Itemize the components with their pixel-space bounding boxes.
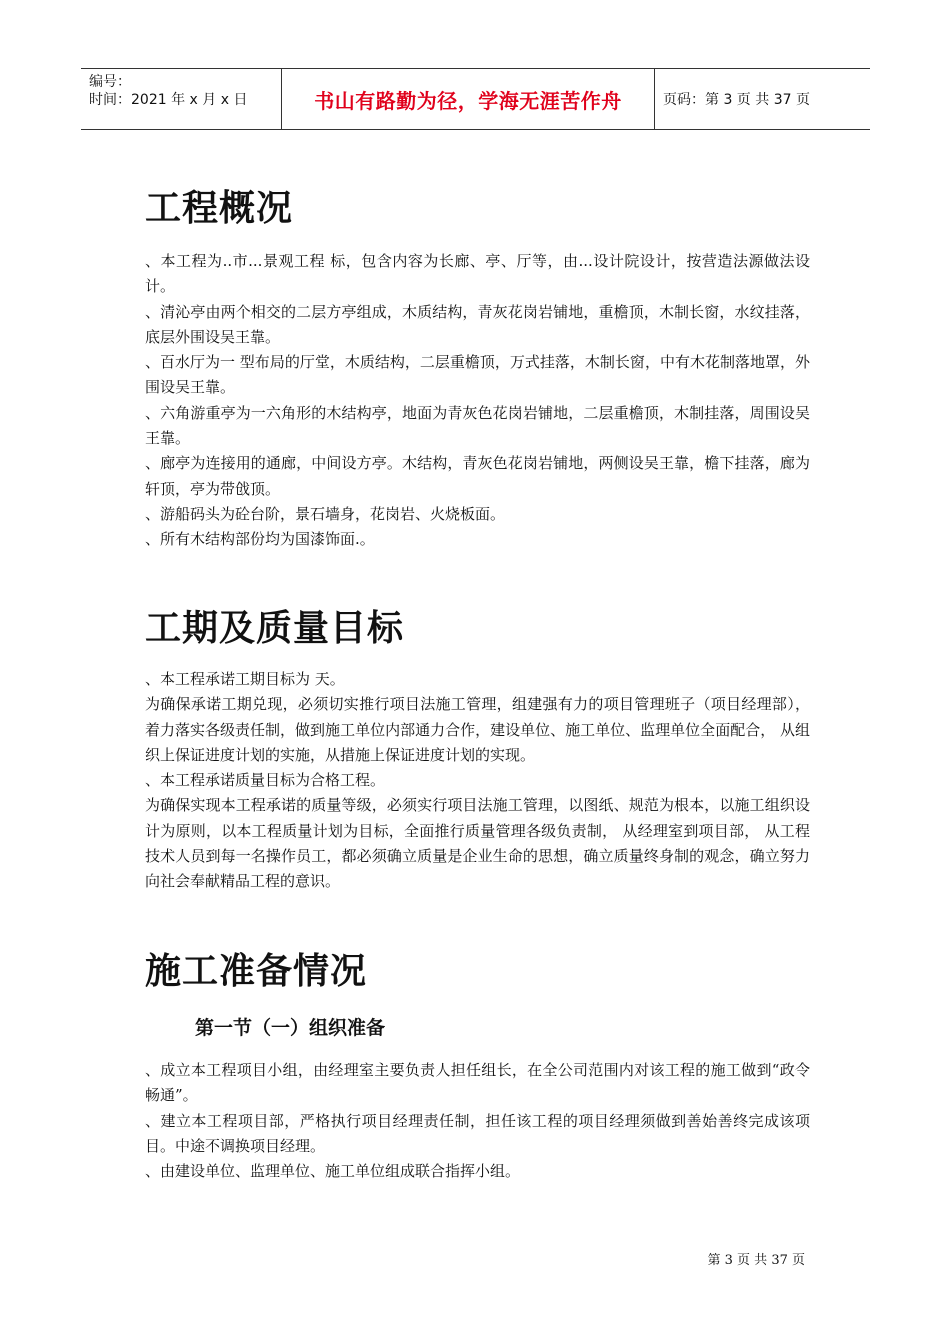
- paragraph: 为确保承诺工期兑现，必须切实推行项目法施工管理，组建强有力的项目管理班子（项目经理部），着力落实各级责任制，做到施工单位内部通力合作，建设单位、施工单位、监理单位全面配合， 从组织上保证进度计划的实施，从措施上保证进度计划的实现。: [145, 695, 810, 764]
- paragraph: 、本工程承诺工期目标为 天。: [145, 670, 345, 688]
- header-motto: 书山有路勤为径，学海无涯苦作舟: [314, 88, 622, 113]
- header-divider: [654, 69, 655, 129]
- paragraph: 、成立本工程项目小组，由经理室主要负责人担任组长，在全公司范围内对该工程的施工做到“政令畅通”。: [145, 1061, 810, 1105]
- section-body-overview: [145, 249, 810, 553]
- document-header: [81, 68, 870, 130]
- paragraph: 、本工程为..市...景观工程 标，包含内容为长廊、亭、厅等，由...设计院设计，按营造法源做法设计。: [145, 252, 810, 296]
- paragraph: 、廊亭为连接用的通廊，中间设方亭。木结构，青灰色花岗岩铺地，两侧设吴王靠，檐下挂落，廊为轩顶，亭为带戗顶。: [145, 454, 810, 498]
- paragraph: 、清沁亭由两个相交的二层方亭组成，木质结构，青灰花岗岩铺地，重檐顶，木制长窗，水纹挂落，底层外围设吴王靠。: [145, 302, 810, 346]
- header-meta-cell: [81, 69, 281, 129]
- paragraph: 、本工程承诺质量目标为合格工程。: [145, 771, 386, 790]
- paragraph: 、游船码头为砼台阶，景石墙身，花岗岩、火烧板面。: [145, 504, 506, 523]
- section-body-preparation: [145, 1058, 810, 1184]
- paragraph: 为确保实现本工程承诺的质量等级，必须实行项目法施工管理，以图纸、规范为根本，以施工组织设计为原则，以本工程质量计划为目标，全面推行质量管理各级负责制， 从经理室到项目部， 从工程技术人员到每一名操作员工，都必须确立质量是企业生命的思想，确立质量终身制的观念，确立努力向社会奉献精品工程的意识。: [145, 796, 810, 891]
- section-title-schedule-quality: 工期及质量目标: [145, 608, 405, 649]
- section-title-overview: 工程概况: [145, 188, 294, 229]
- page-footer: 第 3 页 共 37 页: [707, 1253, 805, 1268]
- paragraph: 、建立本工程项目部，严格执行项目经理责任制，担任该工程的项目经理须做到善始善终完成该项目。中途不调换项目经理。: [145, 1111, 810, 1155]
- paragraph: 、六角游重亭为一六角形的木结构亭，地面为青灰色花岗岩铺地，二层重檐顶，木制挂落，周围设吴王靠。: [145, 403, 810, 448]
- section-body-schedule-quality: [145, 667, 810, 895]
- section-title-preparation: 施工准备情况: [145, 951, 368, 992]
- paragraph: 、百水厅为一 型布局的厅堂，木质结构，二层重檐顶，万式挂落，木制长窗，中有木花制落地罩，外围设吴王靠。: [145, 353, 810, 397]
- number-label: 编号：: [89, 74, 131, 90]
- paragraph: 、由建设单位、监理单位、施工单位组成联合指挥小组。: [145, 1162, 521, 1181]
- subsection-title-organization: 第一节（一）组织准备: [195, 1017, 386, 1039]
- paragraph: 、所有木结构部份均为国漆饰面.。: [145, 530, 375, 549]
- time-label: 时间：2021 年 x 月 x 日: [89, 92, 248, 108]
- header-page-info: 页码：第 3 页 共 37 页: [663, 92, 810, 108]
